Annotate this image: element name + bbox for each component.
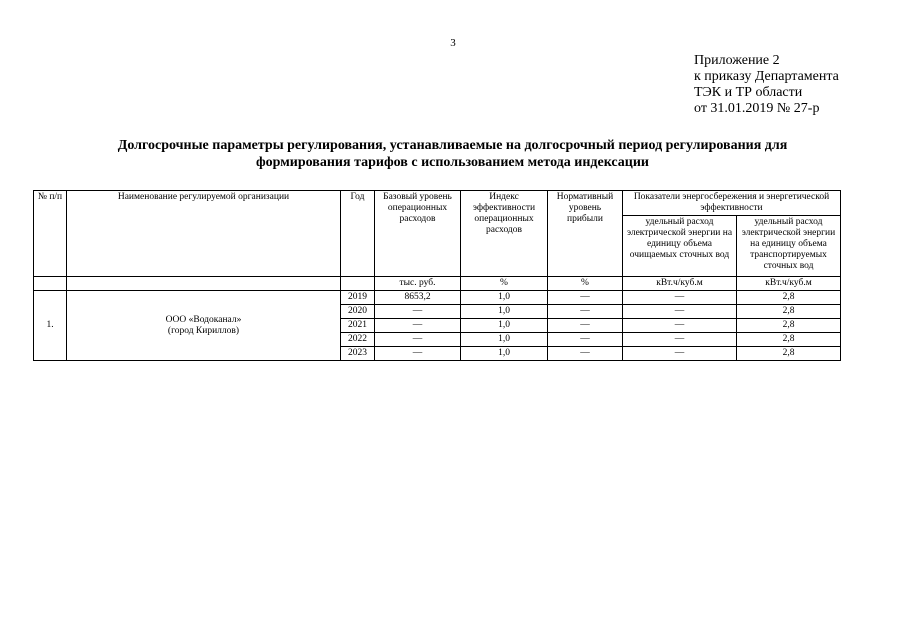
appendix-line-1: Приложение 2 xyxy=(694,53,780,68)
appendix-header xyxy=(694,53,839,117)
cell-index: 1,0 xyxy=(461,347,548,361)
cell-base: — xyxy=(375,347,461,361)
cell-base: — xyxy=(375,319,461,333)
header-org: Наименование регулируемой организации xyxy=(67,191,341,277)
parameters-table xyxy=(33,190,841,361)
cell-energy-transport: 2,8 xyxy=(737,305,841,319)
header-year: Год xyxy=(341,191,375,277)
table-row xyxy=(34,291,841,305)
cell-year: 2023 xyxy=(341,347,375,361)
header-energy-group: Показатели энергосбережения и энергетической эффективности xyxy=(623,191,841,216)
header-base-opex: Базовый уровень операционных расходов xyxy=(375,191,461,277)
org-name-line-2: (город Кириллов) xyxy=(167,325,240,336)
header-energy-transport: удельный расход электрической энергии на единицу объема транспортируемых сточных вод xyxy=(737,216,841,277)
cell-profit: — xyxy=(548,347,623,361)
title-line-2: формирования тарифов с использованием метода индексации xyxy=(256,155,649,170)
header-profit-level: Нормативный уровень прибыли xyxy=(548,191,623,277)
org-name-line-1: ООО «Водоканал» xyxy=(165,314,242,325)
unit-energy-transport: кВт.ч/куб.м xyxy=(737,277,841,291)
cell-year: 2022 xyxy=(341,333,375,347)
cell-year: 2021 xyxy=(341,319,375,333)
document-title xyxy=(40,137,865,171)
cell-index: 1,0 xyxy=(461,305,548,319)
appendix-line-2: к приказу Департамента xyxy=(694,69,839,84)
cell-profit: — xyxy=(548,333,623,347)
header-energy-treated: удельный расход электрической энергии на единицу объема очищаемых сточных вод xyxy=(623,216,737,277)
cell-energy-transport: 2,8 xyxy=(737,347,841,361)
cell-index: 1,0 xyxy=(461,333,548,347)
page-number: 3 xyxy=(450,37,456,49)
cell-energy-treated: — xyxy=(623,347,737,361)
cell-energy-transport: 2,8 xyxy=(737,333,841,347)
header-row-1 xyxy=(34,191,841,216)
units-blank-year xyxy=(341,277,375,291)
cell-energy-treated: — xyxy=(623,291,737,305)
cell-energy-treated: — xyxy=(623,319,737,333)
unit-energy-treated: кВт.ч/куб.м xyxy=(623,277,737,291)
org-name xyxy=(67,291,341,361)
cell-base: 8653,2 xyxy=(375,291,461,305)
title-line-1: Долгосрочные параметры регулирования, устанавливаемые на долгосрочный период регулирования для xyxy=(117,138,788,153)
org-number: 1. xyxy=(34,291,67,361)
units-row xyxy=(34,277,841,291)
cell-profit: — xyxy=(548,319,623,333)
unit-profit: % xyxy=(548,277,623,291)
units-blank-num xyxy=(34,277,67,291)
cell-index: 1,0 xyxy=(461,319,548,333)
cell-index: 1,0 xyxy=(461,291,548,305)
cell-base: — xyxy=(375,333,461,347)
unit-base: тыс. руб. xyxy=(375,277,461,291)
header-num: № п/п xyxy=(34,191,67,277)
appendix-line-3: ТЭК и ТР области xyxy=(694,85,803,100)
cell-year: 2019 xyxy=(341,291,375,305)
cell-profit: — xyxy=(548,291,623,305)
cell-year: 2020 xyxy=(341,305,375,319)
unit-index: % xyxy=(461,277,548,291)
cell-profit: — xyxy=(548,305,623,319)
cell-energy-transport: 2,8 xyxy=(737,319,841,333)
units-blank-org xyxy=(67,277,341,291)
cell-energy-treated: — xyxy=(623,333,737,347)
appendix-line-4: от 31.01.2019 № 27-р xyxy=(694,101,820,116)
cell-energy-transport: 2,8 xyxy=(737,291,841,305)
cell-base: — xyxy=(375,305,461,319)
cell-energy-treated: — xyxy=(623,305,737,319)
header-efficiency-index: Индекс эффективности операционных расходов xyxy=(461,191,548,277)
